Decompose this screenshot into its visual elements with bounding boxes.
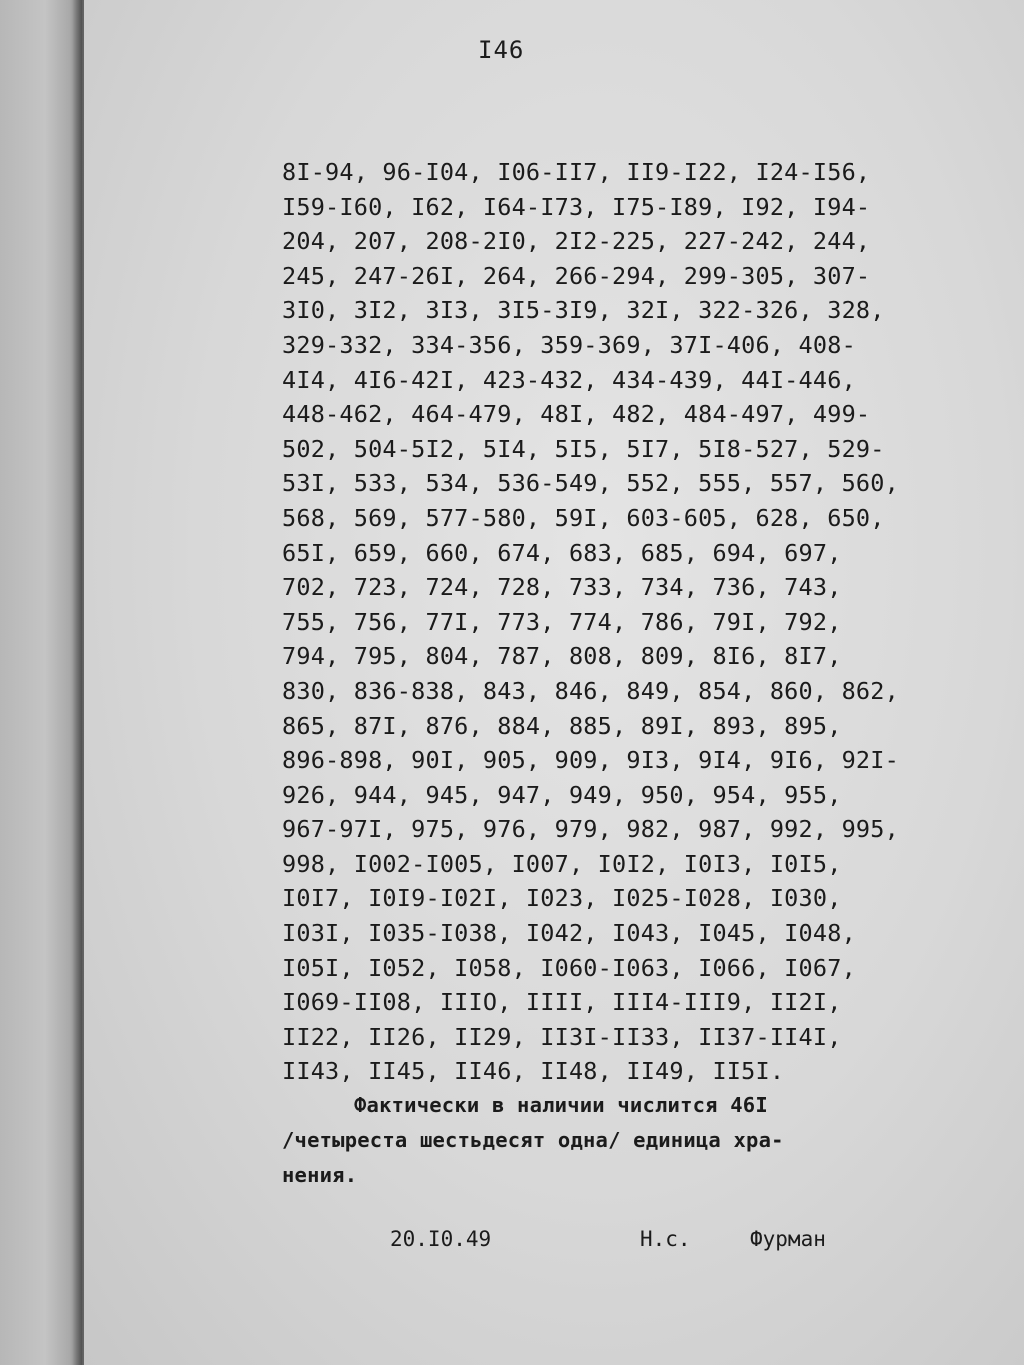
signature-date: 20.I0.49 (390, 1227, 492, 1251)
list-line: 967-97I, 975, 976, 979, 982, 987, 992, 995, (282, 815, 899, 844)
list-line: I0I7, I0I9-I02I, I023, I025-I028, I030, (282, 884, 842, 913)
list-line: 998, I002-I005, I007, I0I2, I0I3, I0I5, (282, 849, 842, 878)
list-line: 245, 247-26I, 264, 266-294, 299-305, 307- (282, 261, 871, 290)
list-line: 329-332, 334-356, 359-369, 37I-406, 408- (282, 330, 856, 359)
document-page (84, 0, 1024, 1365)
list-line: I59-I60, I62, I64-I73, I75-I89, I92, I94- (282, 192, 871, 221)
list-line: II43, II45, II46, II48, II49, II5I. (282, 1057, 785, 1086)
list-line: 896-898, 90I, 905, 909, 9I3, 9I4, 9I6, 92I- (282, 746, 899, 775)
list-line: I03I, I035-I038, I042, I043, I045, I048, (282, 919, 856, 948)
note-line: нения. (282, 1163, 358, 1187)
list-line: 926, 944, 945, 947, 949, 950, 954, 955, (282, 780, 842, 809)
storage-unit-list (282, 155, 899, 1089)
list-line: 755, 756, 77I, 773, 774, 786, 79I, 792, (282, 607, 842, 636)
list-line: 8I-94, 96-I04, I06-II7, II9-I22, I24-I56, (282, 158, 871, 186)
list-line: 502, 504-5I2, 5I4, 5I5, 5I7, 5I8-527, 529- (282, 434, 885, 463)
list-line: 204, 207, 208-2I0, 2I2-225, 227-242, 244, (282, 227, 871, 256)
list-line: I05I, I052, I058, I060-I063, I066, I067, (282, 953, 856, 982)
list-line: 4I4, 4I6-42I, 423-432, 434-439, 44I-446, (282, 365, 856, 394)
list-line: 65I, 659, 660, 674, 683, 685, 694, 697, (282, 538, 842, 567)
note-line: /четыреста шестьдесят одна/ единица хра- (282, 1128, 784, 1152)
left-page (0, 0, 82, 1365)
page-number: I46 (478, 36, 525, 64)
list-line: 794, 795, 804, 787, 808, 809, 8I6, 8I7, (282, 642, 842, 671)
signer-position: Н.с. (640, 1227, 691, 1251)
list-line: 568, 569, 577-580, 59I, 603-605, 628, 650, (282, 503, 885, 532)
signature-line (84, 1222, 1024, 1256)
list-line: 3I0, 3I2, 3I3, 3I5-3I9, 32I, 322-326, 328, (282, 296, 885, 325)
list-line: II22, II26, II29, II3I-II33, II37-II4I, (282, 1022, 842, 1051)
signer-name: Фурман (750, 1227, 826, 1251)
list-line: 830, 836-838, 843, 846, 849, 854, 860, 862, (282, 676, 899, 705)
list-line: I069-II08, IIIO, IIII, III4-III9, II2I, (282, 988, 842, 1017)
list-line: 448-462, 464-479, 48I, 482, 484-497, 499- (282, 400, 871, 429)
list-line: 865, 87I, 876, 884, 885, 89I, 893, 895, (282, 711, 842, 740)
list-line: 702, 723, 724, 728, 733, 734, 736, 743, (282, 573, 842, 602)
list-line: 53I, 533, 534, 536-549, 552, 555, 557, 560, (282, 469, 899, 498)
note-line: Фактически в наличии числится 46I (354, 1093, 768, 1117)
summary-note (282, 1088, 784, 1193)
